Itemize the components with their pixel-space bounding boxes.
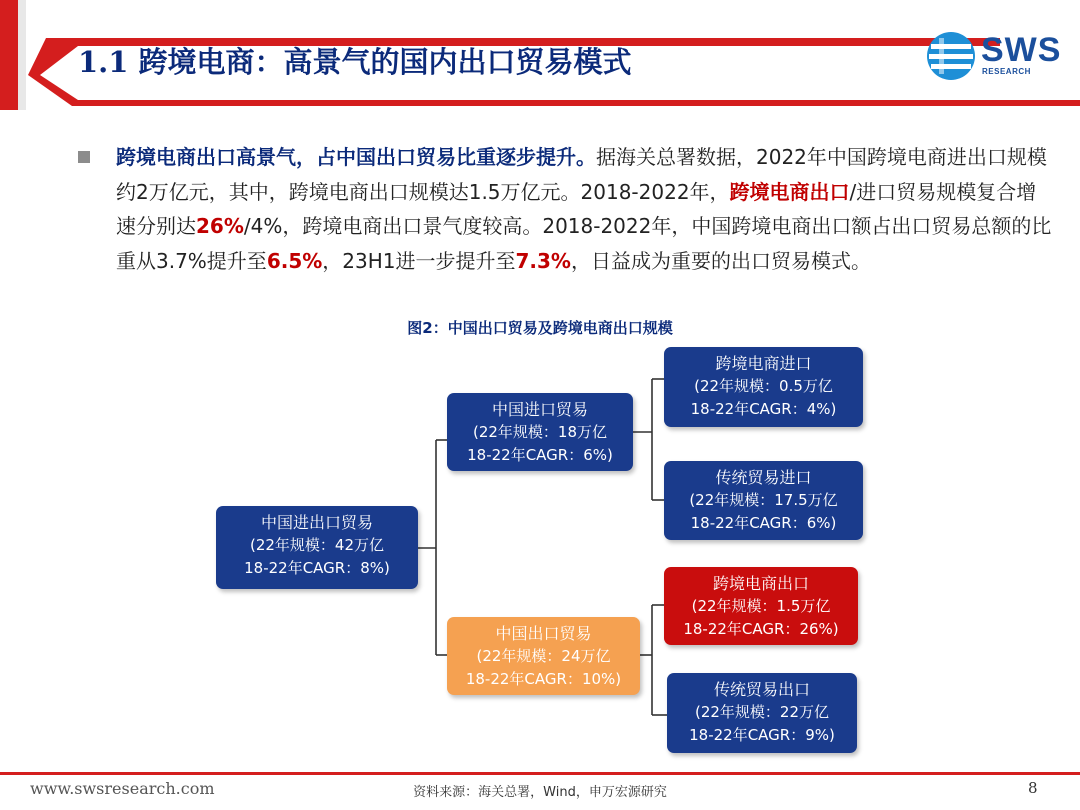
footer-website-link[interactable]: www.swsresearch.com [30, 779, 215, 798]
node-scale: (22年规模：18万亿 [472, 423, 608, 441]
node-name: 传统贸易出口 [713, 680, 810, 699]
paragraph-segment: 7.3% [515, 248, 571, 273]
node-traditional-import [664, 461, 863, 540]
node-name: 跨境电商出口 [712, 574, 809, 593]
node-traditional-export [667, 673, 857, 753]
paragraph-segment: 跨境电商出口高景气，占中国出口贸易比重逐步提升。 [116, 145, 596, 169]
paragraph-segment: /进口贸易规模复合增速分别达 [116, 179, 1037, 238]
node-name: 中国进口贸易 [491, 400, 588, 419]
footer-source: 资料来源：海关总署，Wind，申万宏源研究 [413, 785, 667, 800]
footer-divider [0, 772, 1080, 775]
node-scale: (22年规模：22万亿 [694, 703, 830, 721]
node-cross-border-import [664, 347, 863, 427]
node-cagr: 18-22年CAGR：8%) [244, 559, 390, 577]
node-cagr: 18-22年CAGR：6%) [467, 446, 613, 464]
node-cagr: 18-22年CAGR：6%) [690, 514, 837, 532]
node-china-import-trade [447, 393, 633, 471]
node-scale: (22年规模：1.5万亿 [691, 597, 831, 615]
node-name: 传统贸易进口 [715, 468, 812, 487]
node-name: 跨境电商进口 [715, 354, 812, 373]
logo-text: SWS [981, 31, 1062, 69]
node-scale: (22年规模：24万亿 [476, 647, 611, 665]
paragraph-segment: 跨境电商出口 [729, 179, 850, 204]
node-scale: (22年规模：0.5万亿 [694, 377, 833, 395]
paragraph-segment: 据海关总署数据，2022年中国跨境电商进出口规模约2万亿元，其中，跨境电商出口规模达1.5万亿元。2018-2022年， [116, 145, 1047, 204]
node-cagr: 18-22年CAGR：9%) [689, 726, 835, 744]
node-scale: (22年规模：42万亿 [249, 536, 385, 554]
node-china-export-trade [447, 617, 640, 695]
node-name: 中国进出口贸易 [260, 513, 373, 532]
paragraph-segment: 26% [196, 214, 244, 238]
node-scale: (22年规模：17.5万亿 [689, 491, 838, 509]
paragraph-segment: /4%，跨境电商出口景气度较高。2018-2022年，中国跨境电商出口额占出口贸易总额的比重从3.7%提升至 [116, 214, 1052, 273]
node-cross-border-export [664, 567, 858, 645]
page-number: 8 [1028, 779, 1038, 797]
node-cagr: 18-22年CAGR：10%) [465, 670, 622, 688]
node-china-total-trade [216, 506, 418, 589]
node-cagr: 18-22年CAGR：4%) [690, 400, 837, 418]
paragraph-segment: ，23H1进一步提升至 [322, 248, 516, 273]
node-cagr: 18-22年CAGR：26%) [683, 620, 839, 638]
paragraph-segment: 6.5% [266, 248, 323, 273]
page-title: 1.1 跨境电商：高景气的国内出口贸易模式 [78, 45, 632, 79]
paragraph-segment: ，日益成为重要的出口贸易模式。 [570, 248, 871, 273]
figure-title: 图2：中国出口贸易及跨境电商出口规模 [407, 319, 673, 337]
node-name: 中国出口贸易 [495, 624, 592, 643]
logo-subtext: RESEARCH [982, 67, 1031, 76]
